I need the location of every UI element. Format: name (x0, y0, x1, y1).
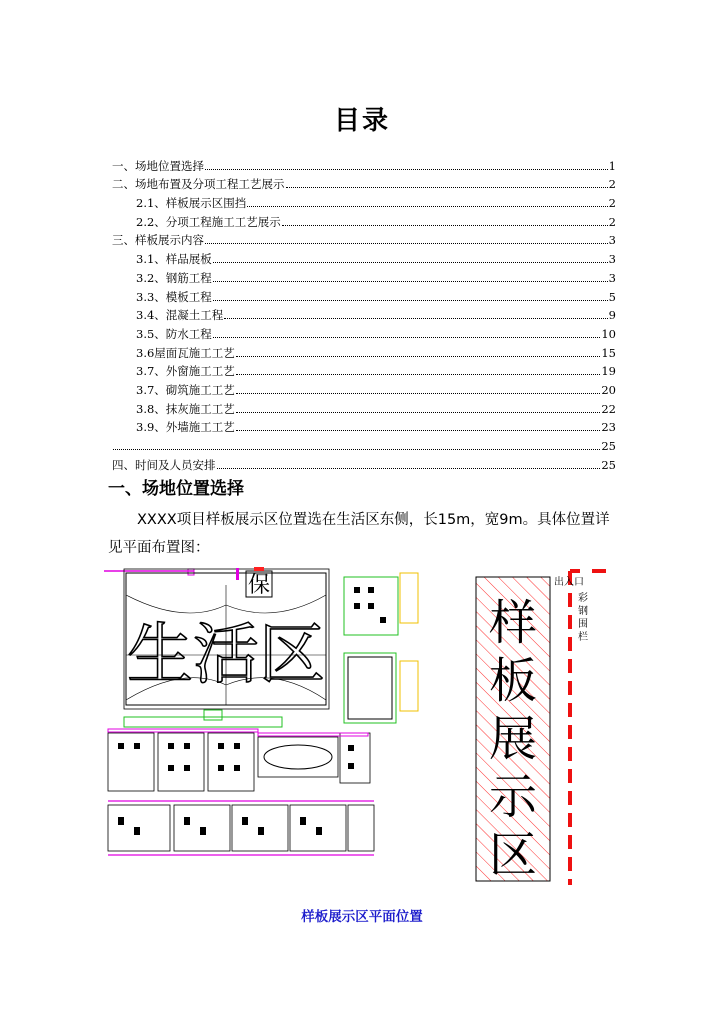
toc-leader-dots (213, 281, 608, 282)
toc-page-number: 25 (601, 457, 616, 472)
toc-leader-dots (213, 262, 608, 263)
toc-leader-dots (236, 412, 601, 413)
toc-leader-dots (236, 393, 601, 394)
toc-entry[interactable] (112, 341, 616, 360)
toc-entry-text: 3.1、样品展板 (136, 252, 212, 267)
guard-label: 保 (247, 573, 271, 598)
toc-leader-dots (213, 300, 608, 301)
toc-page-number: 1 (608, 158, 616, 173)
toc-entry[interactable] (112, 322, 616, 341)
toc-page-number: 9 (608, 308, 616, 323)
figure-caption: 样板展示区平面位置 (301, 909, 423, 925)
toc-page-number: 15 (601, 345, 616, 360)
toc-page-number: 22 (601, 401, 616, 416)
toc-leader-dots (236, 374, 601, 375)
page-title: 目录 (333, 106, 390, 136)
body-paragraph: XXXX项目样板展示区位置选在生活区东侧，长15m，宽9m。具体位置详见平面布置图： (108, 512, 610, 556)
toc-leader-dots (286, 187, 608, 188)
toc-page-number: 5 (608, 289, 616, 304)
toc-entry-text: 三、样板展示内容 (112, 233, 204, 248)
toc-leader-dots (282, 225, 608, 226)
toc-entry-text: 二、场地布置及分项工程工艺展示 (112, 177, 285, 192)
toc-entry-text: 3.6屋面瓦施工工艺 (136, 345, 235, 360)
toc-page-number: 10 (601, 326, 616, 341)
toc-page-number: 25 (601, 439, 616, 453)
toc-page-number: 23 (601, 420, 616, 435)
toc-leader-dots (205, 243, 608, 244)
toc-entry-text: 3.4、混凝土工程 (136, 308, 224, 323)
toc-entry-text: 3.3、模板工程 (136, 289, 212, 304)
toc-page-number: 3 (608, 252, 616, 267)
section-heading: 一、场地位置选择 (108, 479, 244, 499)
toc-entry[interactable] (112, 191, 616, 210)
toc-entry-text: 3.8、抹灰施工工艺 (136, 401, 235, 416)
sample-area-label: 样板展示区 (488, 595, 538, 883)
fence-label: 彩钢围栏 (578, 593, 588, 643)
toc-leader-dots (113, 449, 600, 450)
toc-entry-text: 2.1、样板展示区围挡 (136, 196, 247, 211)
toc-entry-text: 3.2、钢筋工程 (136, 270, 212, 285)
toc-entry[interactable] (112, 285, 616, 304)
toc-leader-dots (224, 318, 607, 319)
toc-entry-text: 3.7、外窗施工工艺 (136, 364, 235, 379)
toc-entry[interactable] (112, 360, 616, 379)
toc-entry[interactable] (112, 229, 616, 248)
toc-page-number: 3 (608, 233, 616, 248)
toc-leader-dots (213, 337, 601, 338)
toc-entry-text: 一、场地位置选择 (112, 158, 204, 173)
toc-leader-dots (236, 356, 601, 357)
toc-leader-dots (217, 468, 601, 469)
toc-entry[interactable] (112, 453, 616, 472)
site-plan-drawing (104, 565, 616, 890)
toc-entry-text: 3.5、防水工程 (136, 326, 212, 341)
toc-entry[interactable] (112, 397, 616, 416)
toc-entry-text: 3.9、外墙施工工艺 (136, 420, 235, 435)
entrance-label: 出入口 (554, 577, 584, 588)
toc-entry[interactable] (112, 266, 616, 285)
toc-page-number: 2 (608, 177, 616, 192)
toc-entry[interactable] (112, 304, 616, 323)
site-plan-figure (104, 565, 616, 890)
toc-entry[interactable] (112, 247, 616, 266)
toc-leader-dots (247, 206, 607, 207)
toc-entry-text: 四、时间及人员安排 (112, 457, 216, 472)
toc-page-number: 19 (601, 364, 616, 379)
toc-entry[interactable] (112, 154, 616, 173)
toc-entry[interactable] (112, 210, 616, 229)
toc-entry[interactable] (112, 416, 616, 435)
toc-page-number: 2 (608, 214, 616, 229)
toc-page-number: 20 (601, 382, 616, 397)
toc-page-number: 3 (608, 270, 616, 285)
toc-entry-text: 2.2、分项工程施工工艺展示 (136, 214, 281, 229)
toc-leader-dots (236, 430, 601, 431)
toc-entry[interactable] (112, 434, 616, 453)
toc-entry-text: 3.7、砌筑施工工艺 (136, 382, 235, 397)
toc-entry[interactable] (112, 173, 616, 192)
toc-entry[interactable] (112, 378, 616, 397)
living-area-label: 生活区 (127, 616, 325, 693)
table-of-contents (112, 154, 616, 472)
toc-page-number: 2 (608, 196, 616, 211)
toc-leader-dots (205, 169, 608, 170)
